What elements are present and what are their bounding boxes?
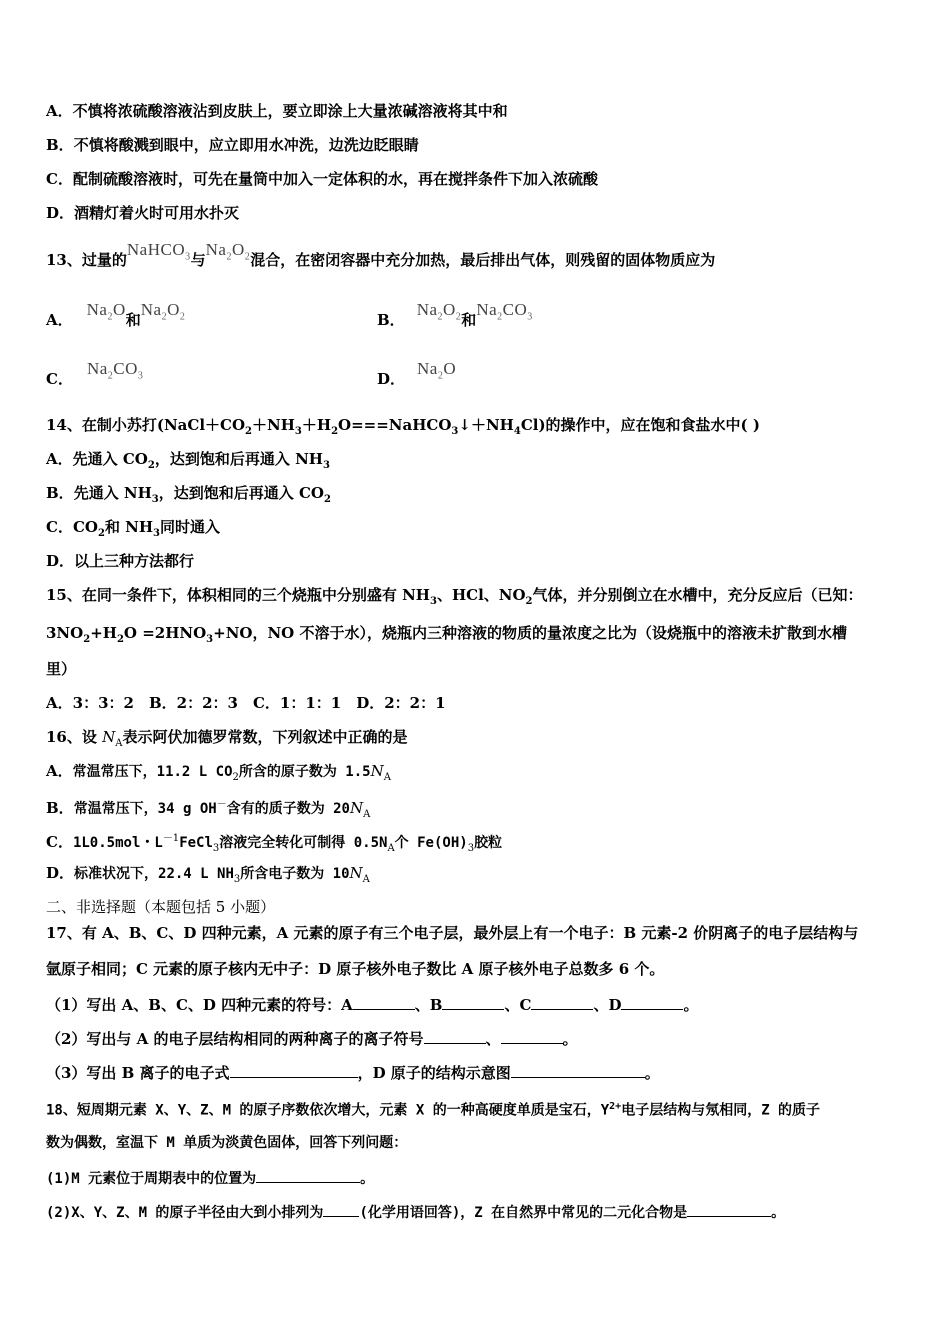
section-heading: 二、非选择题（本题包括 5 小题）: [46, 898, 276, 916]
q13-option-a: [46, 300, 186, 337]
option-label: C．: [46, 370, 73, 388]
formula-na2o2: $Na_2O_2$: [205, 240, 251, 263]
q15-stem-line3: 里）: [46, 660, 77, 678]
option-text: 不慎将浓硫酸溶液沾到皮肤上，要立即涂上大量浓碱溶液将其中和: [72, 102, 508, 120]
q14-option-a: A．先通入 $CO_2$，达到饱和后再通入 $NH_3$: [46, 450, 330, 471]
q13-option-b: [377, 300, 533, 337]
answer-blank[interactable]: [442, 994, 504, 1010]
q17-part2: （2）写出与 A 的电子层结构相同的两种离子的离子符号 、 。: [46, 1030, 578, 1048]
q13-option-c: [46, 359, 144, 396]
answer-blank[interactable]: [256, 1167, 360, 1183]
q15-stem-line2: $3NO_2+H_2O =2HNO_3+NO$，NO 不溶于水），烧瓶内三种溶液的物质的量浓度之比为（设烧瓶中的溶液未扩散到水槽: [46, 624, 847, 645]
q16-option-c: C．1L0.5mol・$L^{-1}FeCl_3$溶液完全转化可制得 $0.5N_A$个 $Fe(OH)_3$胶粒: [46, 833, 503, 854]
connector-text: 和: [461, 311, 477, 329]
q13-option-d: [377, 359, 457, 396]
q16-stem: 16、设 $N_A$表示阿伏加德罗常数，下列叙述中正确的是: [46, 728, 408, 749]
option-label: A．: [46, 102, 73, 120]
option-text: 酒精灯着火时可用水扑灭: [74, 204, 240, 222]
q12-option-d: [46, 203, 239, 223]
formula-na2co3: $Na_2CO_3$: [86, 359, 144, 382]
q14-option-d: D．以上三种方法都行: [46, 552, 195, 570]
answer-blank[interactable]: [501, 1028, 563, 1044]
q18-part2: (2)X、Y、Z、M 的原子半径由大到小排列为 (化学用语回答)，Z 在自然界中常见的二元化合物是 。: [46, 1201, 785, 1223]
q16-option-b: B．常温常压下，34 g OH－含有的质子数为 $20N_A$: [46, 799, 371, 820]
q16-option-a: A．常温常压下，11.2 L $CO_2$所含的原子数为 $1.5N_A$: [46, 762, 391, 783]
q18-part1: (1)M 元素位于周期表中的位置为 。: [46, 1167, 374, 1189]
q14-option-b: B．先通入 $NH_3$，达到饱和后再通入 $CO_2$: [46, 484, 331, 505]
q15-stem-line1: 15、在同一条件下，体积相同的三个烧瓶中分别盛有 $NH_3$、HCl、$NO_2$气体，并分别倒立在水槽中，充分反应后（已知：: [46, 586, 863, 607]
connector-text: 和: [125, 311, 141, 329]
q16-option-d: D．标准状况下，22.4 L $NH_3$所含电子数为 $10N_A$: [46, 864, 370, 885]
option-text: 配制硫酸溶液时，可先在量筒中加入一定体积的水，再在搅拌条件下加入浓硫酸: [72, 170, 598, 188]
answer-blank[interactable]: [511, 1062, 645, 1078]
question-text: 混合，在密闭容器中充分加热，最后排出气体，则残留的固体物质应为: [250, 251, 716, 269]
answer-blank[interactable]: [687, 1201, 771, 1217]
q18-stem-line2: 数为偶数，室温下 M 单质为淡黄色固体，回答下列问题：: [46, 1135, 408, 1151]
q17-stem-line1: 17、有 A、B、C、D 四种元素，A 元素的原子有三个电子层，最外层上有一个电子：B 元素-2 价阴离子的电子层结构与: [46, 924, 859, 942]
formula-na2o: $Na_2O$: [417, 359, 457, 382]
option-label: D．: [46, 204, 75, 222]
q18-stem-line1: 18、短周期元素 X、Y、Z、M 的原子序数依次增大，元素 X 的一种高硬度单质是宝石，$Y^{2+}$电子层结构与氖相同，Z 的质子: [46, 1101, 821, 1119]
formula-nahco3: NaHCO$_3$: [126, 240, 191, 263]
q12-option-c: [46, 169, 598, 189]
answer-blank[interactable]: [323, 1201, 359, 1217]
option-label: B．: [46, 136, 74, 154]
option-label: A．: [46, 311, 73, 329]
q17-part3: （3）写出 B 离子的电子式 ，D 原子的结构示意图 。: [46, 1064, 660, 1082]
option-label: C．: [46, 170, 73, 188]
answer-blank[interactable]: [230, 1062, 358, 1078]
q17-part1: （1）写出 A、B、C、D 四种元素的符号：A 、B 、C 、D 。: [46, 996, 699, 1014]
answer-blank[interactable]: [621, 994, 683, 1010]
answer-blank[interactable]: [424, 1028, 486, 1044]
q14-stem: 14、在制小苏打$(NaCl+CO_2+NH_3+H_2O===NaHCO_3↓+NH_4Cl)$的操作中，应在饱和食盐水中( ): [46, 416, 760, 437]
formula-na2co3: $Na_2CO_3$: [476, 300, 533, 323]
option-text: 不慎将酸溅到眼中，应立即用水冲洗，边洗边眨眼睛: [73, 136, 419, 154]
q15-options: A．3：3：2 B．2：2：3 C．1：1：1 D．2：2：1: [46, 694, 446, 712]
q17-stem-line2: 氩原子相同；C 元素的原子核内无中子：D 原子核外电子数比 A 原子核外电子总数多 6 个。: [46, 960, 665, 978]
option-label: B．: [377, 311, 405, 329]
option-label: D．: [377, 370, 406, 388]
q12-option-a: [46, 101, 508, 121]
formula-na2o: $Na_2O$: [86, 300, 126, 323]
q13-stem: [46, 240, 716, 277]
answer-blank[interactable]: [353, 994, 415, 1010]
formula-na2o2: $Na_2O_2$: [416, 300, 462, 323]
answer-blank[interactable]: [531, 994, 593, 1010]
question-number: 13、过量的: [46, 251, 127, 269]
q14-option-c: C．$CO_2$和 $NH_3$同时通入: [46, 518, 221, 539]
q12-option-b: [46, 135, 419, 155]
formula-na2o2: $Na_2O_2$: [140, 300, 186, 323]
connector-text: 与: [190, 251, 206, 269]
